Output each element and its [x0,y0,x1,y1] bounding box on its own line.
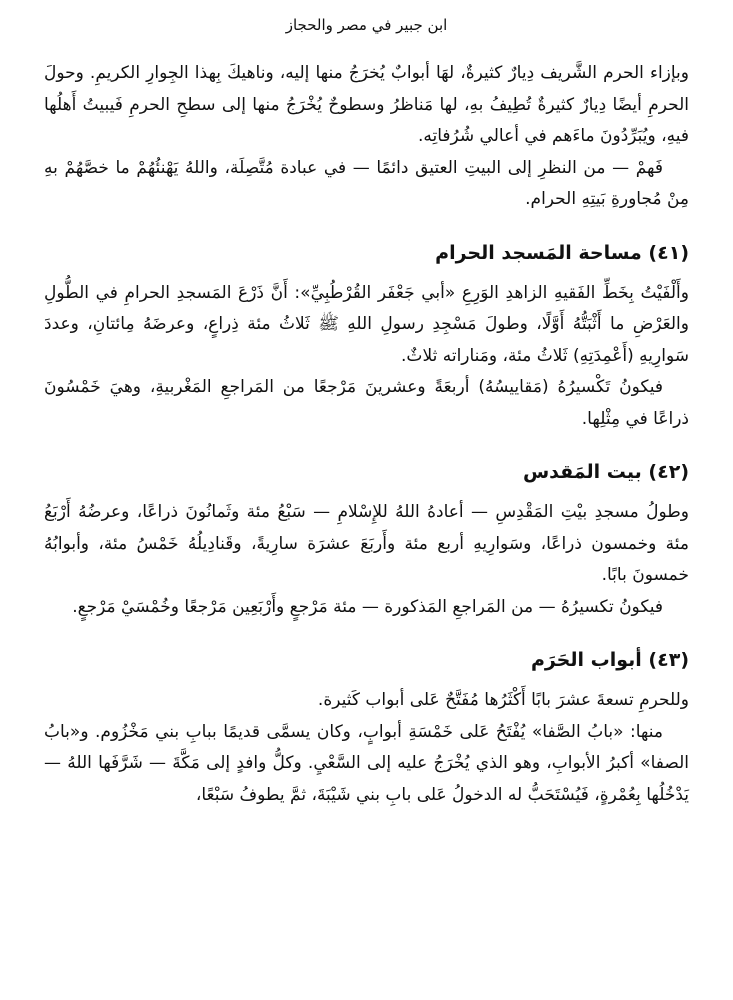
paragraph: وأَلْفَيْتُ بِخَطِّ الفَقيهِ الزاهدِ الوَرِعِ «أبي جَعْفَر القُرْطُبِيِّ»: أَنَّ ذَرْعَ المَسجدِ الحرامِ في الطُّولِ والعَرْضِ ما أَثْبَتُّهُ أَوَّلًا، وطولَ مَسْجِدِ رسولِ اللهِ ﷺ ثَلاثُ مئة ذِراعٍ، وعرضَهُ مِائتانِ، وعددَ سَوارِيهِ (أَعْمِدَتِهِ) ثَلاثُ مئة، ومَناراته ثلاثٌ. [44,282,689,366]
paragraph: وبإزاء الحرم الشَّريف دِيارٌ كثيرةٌ، لهَا أبوابٌ يُخرَجُ منها إليه، وناهيكَ بِهذا الجِوارِ الكريمِ. وحولَ الحرمِ أيضًا دِيارٌ كثيرةٌ تُطِيفُ بهِ، لها مَناظرُ وسطوحٌ يُخْرَجُ منها إلى سطحِ الحرمِ فَيبيتُ أَهلُها فيهِ، ويُبَرِّدُونَ ماءَهم في أعالي شُرُفاتِه. [44,63,689,146]
paragraph: فيكونُ تَكْسيرُهُ (مَقاييسُهُ) أربعَةً وعشرينَ مَرْجعًا من المَراجعِ المَغْربيةِ، وهيَ خَمْسُونَ ذراعًا في مِثْلِها. [44,377,689,429]
paragraph: منها: «بابُ الصَّفا» يُفْتَحُ عَلى خَمْسَةِ أبوابٍ، وكان يسمَّى قديمًا ببابِ بني مَخْزُوم. و«بابُ الصفا» أكبرُ الأبوابِ، وهو الذي يُخْرَجُ عليه إلى السَّعْيِ. وكلُّ وافدٍ إلى مَكَّةَ — شَرَّفَها اللهُ — يَدْخُلُها بِعُمْرةٍ، فَيُسْتَحَبُّ له الدخولُ عَلى بابِ بني شَيْبَةَ، ثمَّ يطوفُ سَبْعًا، [44,721,689,805]
paragraph: فَهمْ — من النظرِ إلى البيتِ العتيق دائمًا — في عبادة مُتَّصِلَة، واللهُ يَهْنئُهُمْ ما خصَّهُمْ بهِ مِنْ مُجاورةِ بَيتِهِ الحرام. [44,157,689,209]
section-heading: (٤٢) بيت المَقدس [522,461,689,483]
section-42 [44,457,689,623]
intro-block [44,58,689,216]
section-41 [44,238,689,436]
paragraph: وللحرمِ تسعةَ عشرَ بابًا أَكْثَرُها مُفَتَّحٌ عَلى أبواب كَثيرة. [317,690,689,710]
book-page [44,0,689,1000]
running-header: ابن جبير في مصر والحجاز [285,16,448,34]
section-heading: (٤١) مساحة المَسجد الحرام [435,241,689,264]
paragraph: فيكونُ تكسيرُهُ — من المَراجعِ المَذكورة — مئة مَرْجعٍ وأَرْبَعِين مَرْجعًا وخُمْسَيْ مَرْجعٍ. [72,596,663,617]
section-43 [44,645,689,811]
paragraph: وطولُ مسجدِ بيْتِ المَقْدِسِ — أعادهُ اللهُ للإِسْلامِ — سَبْعُ مئة وثَمانُونَ ذراعًا، وعرضُهُ أَرْبَعُ مئة وخمسون ذراعًا، وسَوارِيهِ أربع مئة وأَربَعَ عشرَة سارِيةً، وقَنادِيلُهُ خَمْسُ مئة، وأبوابُهُ خمسونَ بابًا. [44,502,689,585]
section-heading: (٤٣) أبواب الحَرَم [530,649,689,671]
